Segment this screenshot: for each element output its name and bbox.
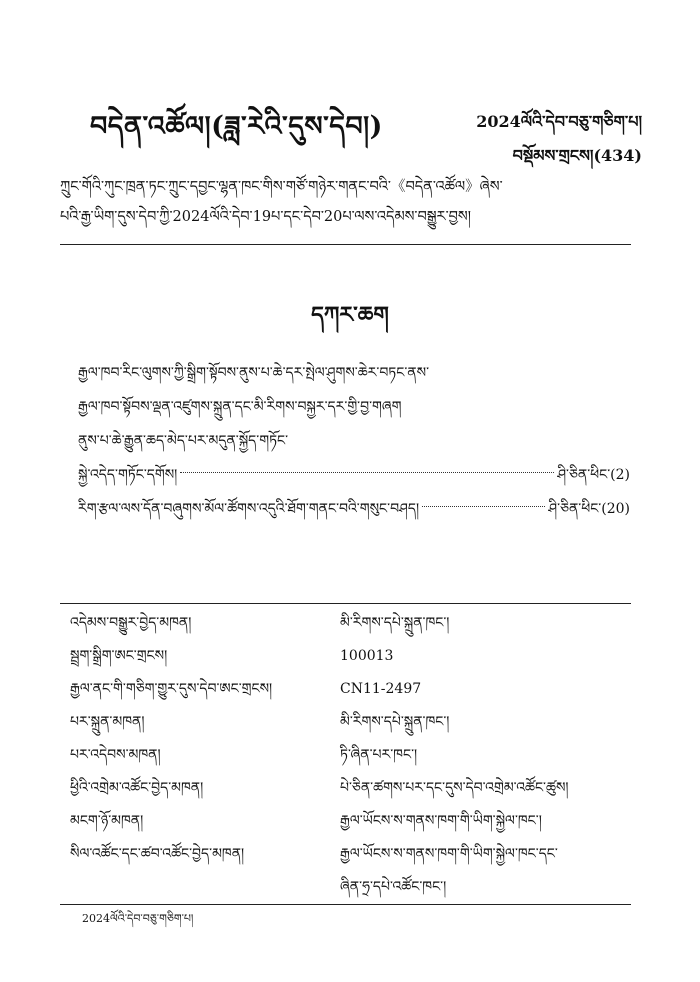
issue-number: བསྡོམས་གྲངས།(434): [512, 146, 642, 165]
imprint-label: སིལ་འཚོང་དང་ཚབ་འཚོང་བྱེད་མཁན།: [70, 846, 245, 862]
header-divider: [60, 244, 631, 245]
imprint-top-divider: [60, 603, 631, 604]
imprint-label: རྒྱལ་ནང་གི་གཅིག་གྱུར་དུས་དེབ་ཨང་གྲངས།: [70, 681, 273, 697]
imprint-value: པེ་ཅིན་ཚགས་པར་དང་དུས་དེབ་འགྲེམ་འཚོང་ཚུས།: [340, 780, 569, 796]
imprint-value: མི་རིགས་དཔེ་སྐྲུན་ཁང་།: [340, 615, 450, 631]
toc-entry-title: རིག་རྩལ་ལས་དོན་བཞུགས་མོལ་ཚོགས་འདུའི་ཐོག་གནང་བའི་གསུང་བཤད།: [78, 501, 420, 517]
toc-text-line: རྒྱལ་ཁབ་རིང་ལུགས་ཀྱི་སྒྲིག་སྟོབས་ནུས་པ་ཆེ་དར་སྤེལ་ཤུགས་ཆེར་བཏང་ནས་: [78, 365, 430, 381]
imprint-row: [60, 673, 631, 706]
imprint-label: པར་སྐྲུན་མཁན།: [70, 714, 145, 730]
imprint-row: [60, 706, 631, 739]
imprint-value-multiline: [340, 838, 631, 904]
toc-leader-dots: [180, 472, 554, 473]
toc-entry-2[interactable]: [78, 492, 630, 526]
imprint-label: མངག་ཉོ་མཁན།: [70, 813, 144, 829]
imprint-label: སྦྲག་སྒྲིག་ཨང་གྲངས།: [70, 648, 168, 664]
toc-entry-title: སྐྱེ་འདེད་གཏོང་དགོས།: [78, 467, 178, 483]
imprint-value: མི་རིགས་དཔེ་སྐྲུན་ཁང་།: [340, 714, 450, 730]
imprint-table: [60, 607, 631, 904]
imprint-value: ཏི་ཞིན་པར་ཁང་།: [340, 747, 418, 763]
issue-label: 2024ལོའི་དེབ་བཅུ་གཅིག་པ།: [476, 112, 642, 131]
imprint-label: ཕྱིའི་འགྲེམ་འཚོང་བྱེད་མཁན།: [70, 780, 204, 796]
imprint-row: [60, 772, 631, 805]
page-footer: 2024ལོའི་དེབ་བཅུ་གཅིག་པ།: [82, 912, 194, 925]
intro-line: པའི་རྒྱ་ཡིག་དུས་དེབ་ཀྱི་2024ལོའི་དེབ་19པ་དང་དེབ་20པ་ལས་འདེམས་བསྒྱུར་བྱས།: [60, 209, 471, 225]
intro-paragraph: [60, 172, 642, 232]
imprint-label: པར་འདེབས་མཁན།: [70, 747, 161, 763]
imprint-value: རྒྱལ་ཡོངས་ས་གནས་ཁག་གི་ཡིག་སྐྱེལ་ཁང་དང་: [340, 846, 558, 862]
toc-entry-1[interactable]: [78, 458, 630, 492]
journal-title: བདེན་འཚོལ།(ཟླ་རེའི་དུས་དེབ།): [90, 111, 383, 142]
toc-heading: དཀར་ཆག: [311, 302, 389, 328]
toc-text-line: ནུས་པ་ཆེ་རྒྱུན་ཆད་མེད་པར་མདུན་སྐྱོད་གཏོང་: [78, 433, 289, 449]
imprint-value-continued: ཞིན་ཧྲ་དཔེ་འཚོང་ཁང་།: [340, 879, 447, 895]
toc-entry-author: ཤི་ཅིན་ཕིང་: [548, 501, 602, 517]
imprint-row: [60, 739, 631, 772]
toc-entry-page: (20): [601, 501, 630, 517]
toc-text-line: རྒྱལ་ཁབ་སྟོབས་ལྡན་འཛུགས་སྐྲུན་དང་མི་རིགས་བསྐྱར་དར་གྱི་བྱ་གཞག: [78, 399, 402, 415]
imprint-row: [60, 640, 631, 673]
toc-entry-author: ཤི་ཅིན་ཕིང་: [557, 467, 611, 483]
imprint-value: 100013: [340, 648, 394, 664]
intro-line: ཀྲུང་གོའི་ཀུང་ཁྲན་ཏང་ཀྲུང་དབྱང་ལྷན་ཁང་གིས་གཙོ་གཉེར་གནང་བའི་《བདེན་འཚོལ》ཞེས་: [60, 179, 503, 195]
imprint-label: འདེམས་བསྒྱུར་བྱེད་མཁན།: [70, 615, 192, 631]
toc-entry-page: (2): [610, 467, 630, 483]
imprint-value: རྒྱལ་ཡོངས་ས་གནས་ཁག་གི་ཡིག་སྐྱེལ་ཁང་།: [340, 813, 542, 829]
toc-leader-dots: [422, 506, 545, 507]
table-of-contents: [78, 356, 630, 526]
imprint-bottom-divider: [60, 904, 631, 905]
imprint-row: [60, 607, 631, 640]
imprint-value: CN11-2497: [340, 681, 422, 697]
imprint-row: [60, 838, 631, 904]
imprint-row: [60, 805, 631, 838]
